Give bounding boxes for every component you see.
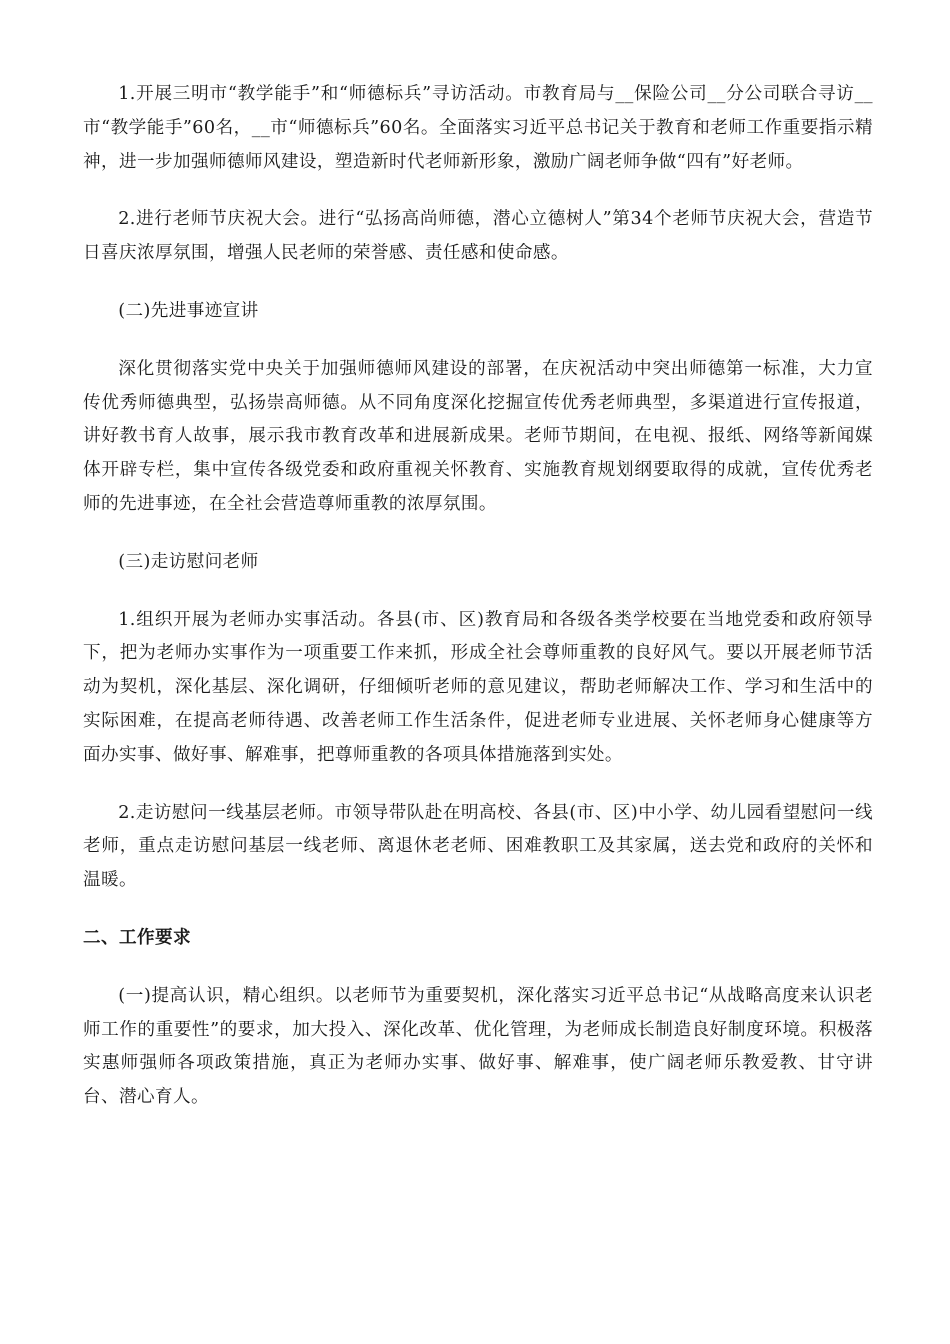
paragraph-advanced-deeds: 深化贯彻落实党中央关于加强师德师风建设的部署，在庆祝活动中突出师德第一标准，大力宣传优秀师德典型，弘扬崇高师德。从不同角度深化挖掘宣传优秀老师典型，多渠道进行宣传报道，讲好教书育人故事，展示我市教育改革和进展新成果。老师节期间，在电视、报纸、网络等新闻媒体开辟专栏，集中宣传各级党委和政府重视关怀教育、实施教育规划纲要取得的成就，宣传优秀老师的先进事迹，在全社会营造尊师重教的浓厚氛围。 xyxy=(83,358,873,514)
section-heading-work-requirements: 二、工作要求 xyxy=(83,927,191,948)
paragraph-activity-2: 2.进行老师节庆祝大会。进行“弘扬高尚师德，潜心立德树人”第34个老师节庆祝大会，营造节日喜庆浓厚氛围，增强人民老师的荣誉感、责任感和使命感。 xyxy=(83,209,873,264)
paragraph-visit-2: 2.走访慰问一线基层老师。市领导带队赴在明高校、各县(市、区)中小学、幼儿园看望慰问一线老师，重点走访慰问基层一线老师、离退休老老师、困难教职工及其家属，送去党和政府的关怀和温暖。 xyxy=(83,802,873,891)
subheading-advanced-deeds: (二)先进事迹宣讲 xyxy=(118,300,259,321)
paragraph-activity-1: 1.开展三明市“教学能手”和“师德标兵”寻访活动。市教育局与__保险公司__分公司联合寻访__市“教学能手”60名，__市“师德标兵”60名。全面落实习近平总书记关于教育和老师工作重要指示精神，进一步加强师德师风建设，塑造新时代老师新形象，激励广阔老师争做“四有”好老师。 xyxy=(83,84,873,172)
paragraph-requirement-1: (一)提高认识，精心组织。以老师节为重要契机，深化落实习近平总书记“从战略高度来认识老师工作的重要性”的要求，加大投入、深化改革、优化管理，为老师成长制造良好制度环境。积极落实惠师强师各项政策措施，真正为老师办实事、做好事、解难事，使广阔老师乐教爱教、甘守讲台、潜心育人。 xyxy=(83,985,873,1108)
paragraph-visit-1: 1.组织开展为老师办实事活动。各县(市、区)教育局和各级各类学校要在当地党委和政府领导下，把为老师办实事作为一项重要工作来抓，形成全社会尊师重教的良好风气。要以开展老师节活动为契机，深化基层、深化调研，仔细倾听老师的意见建议，帮助老师解决工作、学习和生活中的实际困难，在提高老师待遇、改善老师工作生活条件，促进老师专业进展、关怀老师身心健康等方面办实事、做好事、解难事，把尊师重教的各项具体措施落到实处。 xyxy=(83,609,873,765)
subheading-visit-teachers: (三)走访慰问老师 xyxy=(118,551,259,572)
document-page xyxy=(83,78,873,1139)
